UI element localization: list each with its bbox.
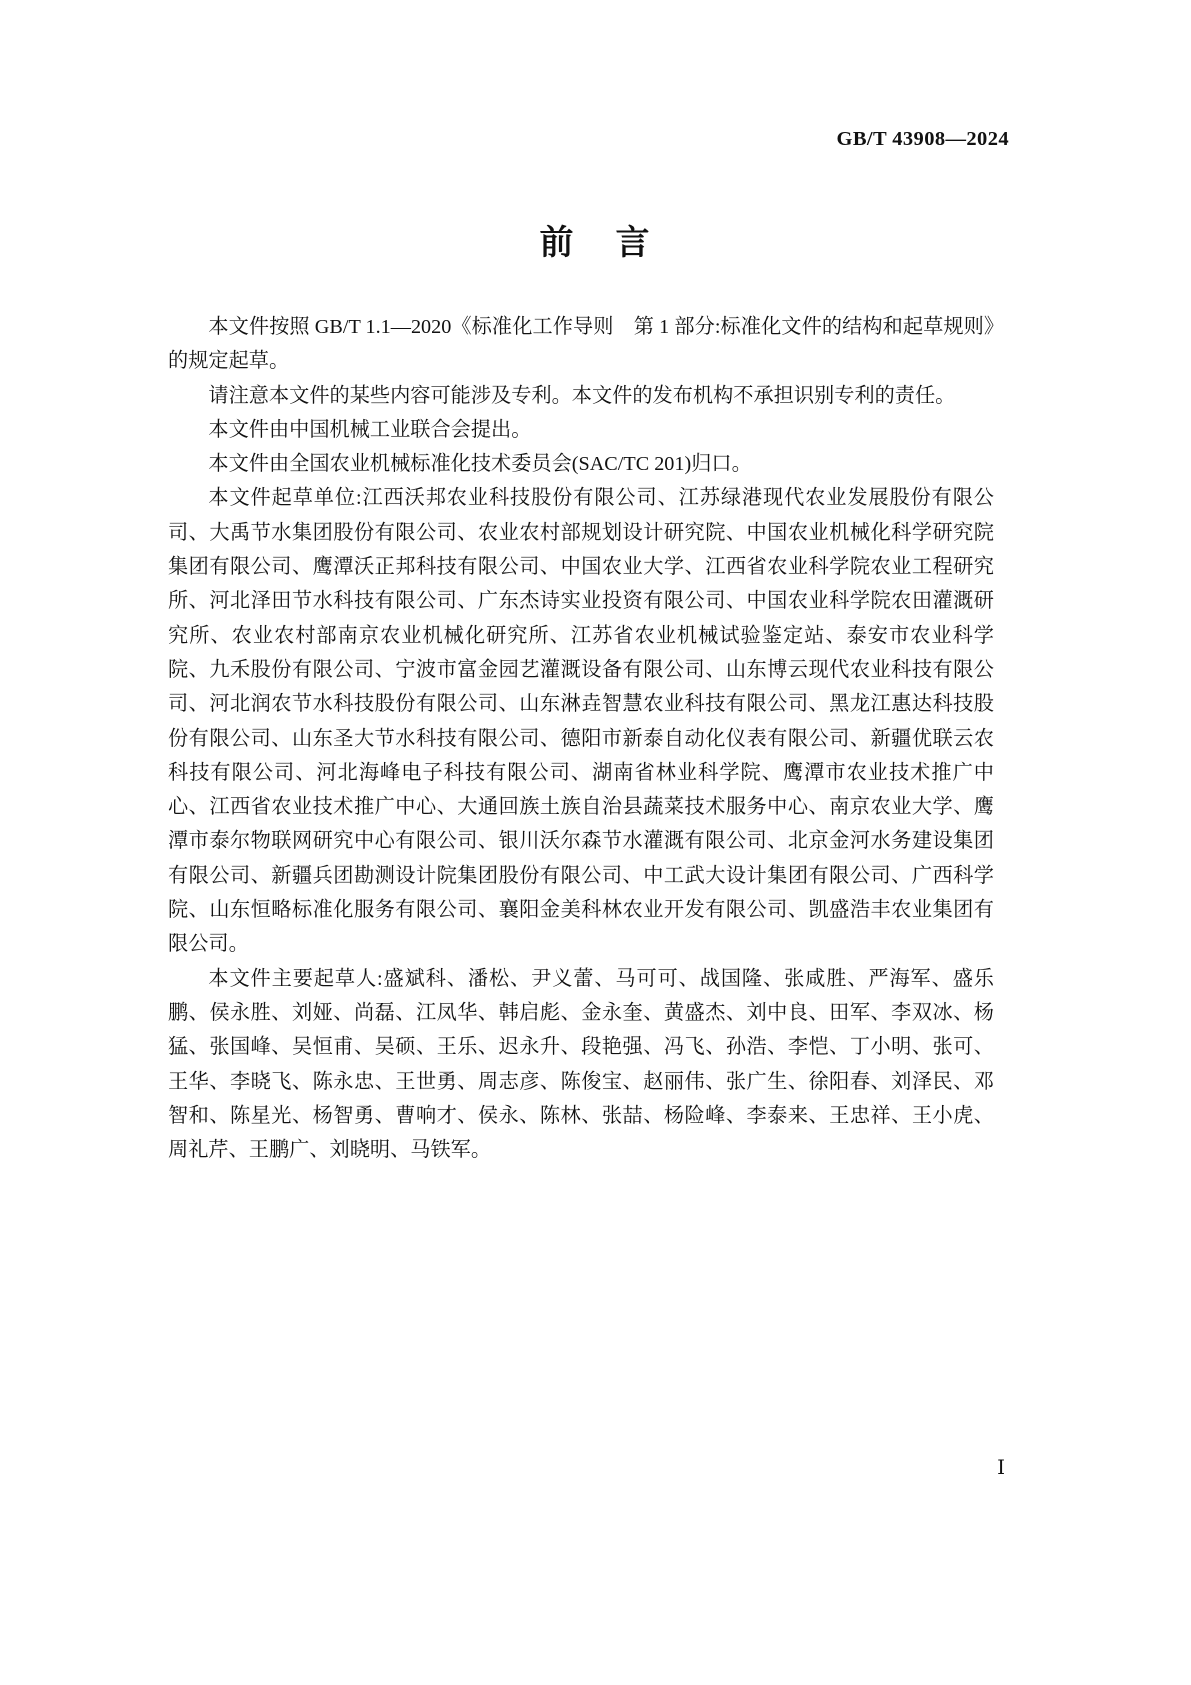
foreword-paragraph: 请注意本文件的某些内容可能涉及专利。本文件的发布机构不承担识别专利的责任。 [208, 384, 956, 407]
foreword-paragraph: 本文件按照 GB/T 1.1—2020《标准化工作导则 第 1 部分:标准化文件的结构和起草规则》的规定起草。 [168, 316, 994, 373]
foreword-paragraph-drafters: 本文件主要起草人:盛斌科、潘松、尹义蕾、马可可、战国隆、张咸胜、严海军、盛乐鹏、侯永胜、刘娅、尚磊、江凤华、韩启彪、金永奎、黄盛杰、刘中良、田军、李双冰、杨猛、张国峰、吴恒甫、吴硕、王乐、迟永升、段艳强、冯飞、孙浩、李恺、丁小明、张可、王华、李晓飞、陈永忠、王世勇、周志彦、陈俊宝、赵丽伟、张广生、徐阳春、刘泽民、邓智和、陈星光、杨智勇、曹响才、侯永、陈林、张喆、杨险峰、李泰来、王忠祥、王小虎、周礼芹、王鹏广、刘晓明、马铁军。 [168, 967, 994, 1162]
foreword-paragraph-drafting-units: 本文件起草单位:江西沃邦农业科技股份有限公司、江苏绿港现代农业发展股份有限公司、大禹节水集团股份有限公司、农业农村部规划设计研究院、中国农业机械化科学研究院集团有限公司、鹰潭沃正邦科技有限公司、中国农业大学、江西省农业科学院农业工程研究所、河北泽田节水科技有限公司、广东杰诗实业投资有限公司、中国农业科学院农田灌溉研究所、农业农村部南京农业机械化研究所、江苏省农业机械试验鉴定站、泰安市农业科学院、九禾股份有限公司、宁波市富金园艺灌溉设备有限公司、山东博云现代农业科技有限公司、河北润农节水科技股份有限公司、山东淋垚智慧农业科技有限公司、黑龙江惠达科技股份有限公司、山东圣大节水科技有限公司、德阳市新泰自动化仪表有限公司、新疆优联云农科技有限公司、河北海峰电子科技有限公司、湖南省林业科学院、鹰潭市农业技术推广中心、江西省农业技术推广中心、大通回族土族自治县蔬菜技术服务中心、南京农业大学、鹰潭市泰尔物联网研究中心有限公司、银川沃尔森节水灌溉有限公司、北京金河水务建设集团有限公司、新疆兵团勘测设计院集团股份有限公司、中工武大设计集团有限公司、广西科学院、山东恒略标准化服务有限公司、襄阳金美科林农业开发有限公司、凯盛浩丰农业集团有限公司。 [168, 487, 994, 956]
page-title [0, 215, 1191, 264]
foreword-paragraph: 本文件由全国农业机械标准化技术委员会(SAC/TC 201)归口。 [208, 453, 752, 476]
page-number: Ⅰ [997, 1457, 1005, 1479]
foreword-paragraph: 本文件由中国机械工业联合会提出。 [208, 418, 532, 441]
page-title-char-left: 前 [539, 223, 576, 263]
running-header-standard-number: GB/T 43908—2024 [836, 128, 1009, 150]
page-title-char-right: 言 [615, 223, 652, 263]
foreword-body [168, 310, 994, 1167]
